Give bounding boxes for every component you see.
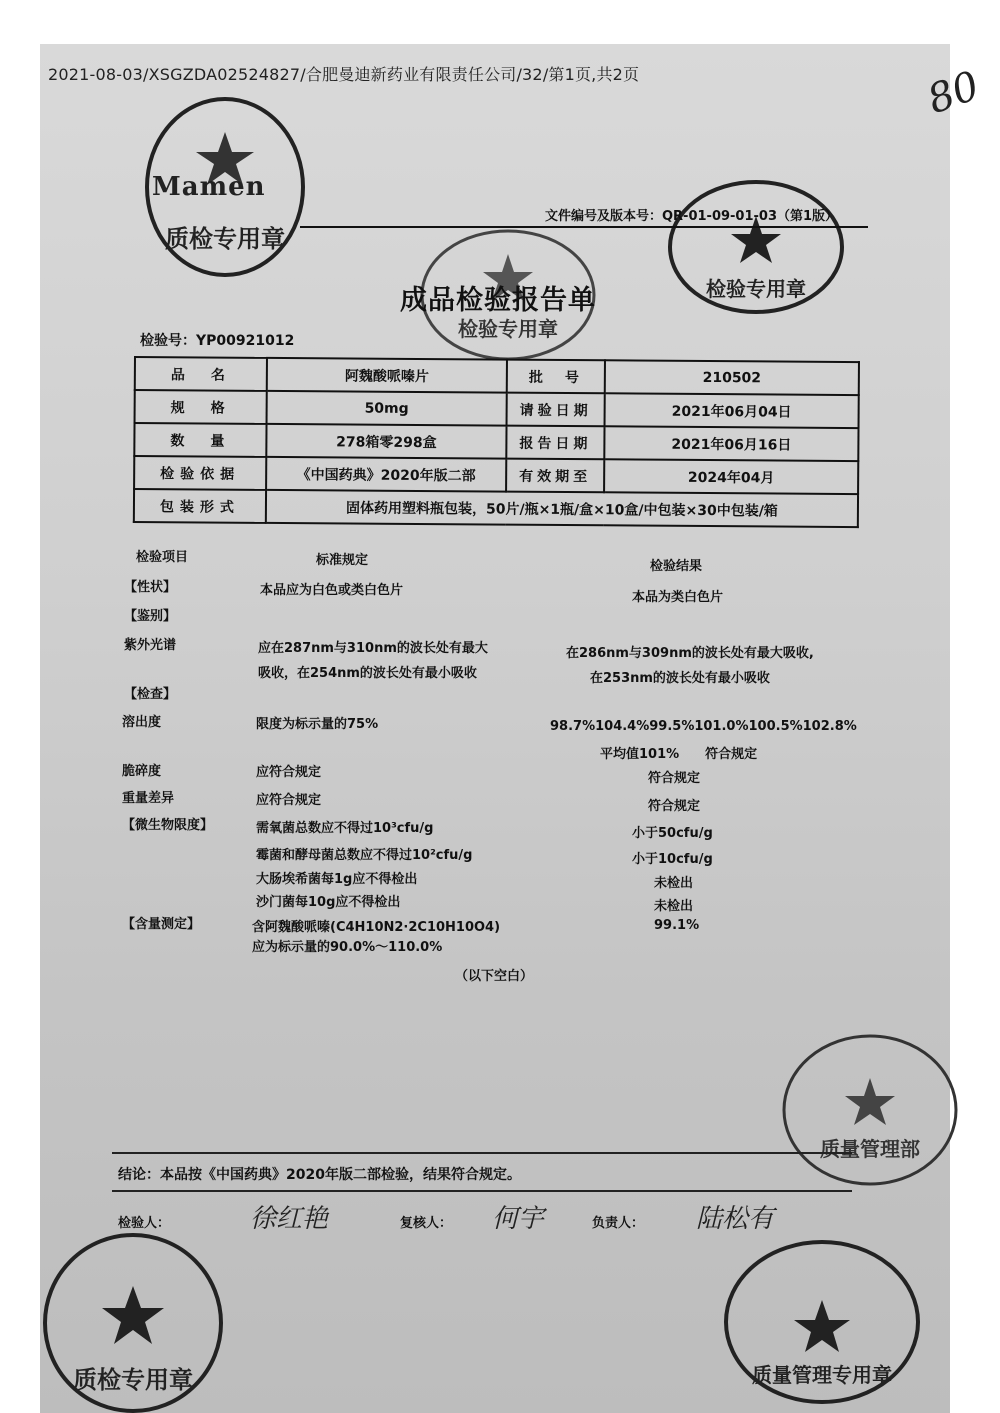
- result-text: 未检出: [654, 876, 694, 891]
- stamp-bottom-left-text: 质检专用章: [73, 1365, 193, 1394]
- standard-text: 吸收，在254nm的波长处有最小吸收: [258, 666, 477, 681]
- stamp-mid-right-text: 质量管理部: [820, 1137, 920, 1161]
- divider: [112, 1190, 852, 1192]
- value-cell: 2021年06月04日: [605, 393, 859, 428]
- inspector-signature: 徐红艳: [250, 1204, 329, 1234]
- file-number: 文件编号及版本号：QR-01-09-01-03（第1版）: [545, 209, 839, 224]
- result-text: 符合规定: [648, 771, 701, 786]
- result-text: 99.1%: [654, 918, 700, 933]
- standard-text: 需氧菌总数应不得过10³cfu/g: [256, 821, 434, 836]
- section-label: 【检查】: [124, 687, 177, 702]
- value-cell: 《中国药典》2020年版二部: [266, 457, 506, 492]
- label-cell: 有效期至: [506, 459, 604, 493]
- value-cell: 2024年04月: [604, 459, 858, 494]
- stamp-top-left-text: 质检专用章: [165, 224, 285, 253]
- label-cell: 品 名: [135, 357, 267, 391]
- fax-header: 2021-08-03/XSGZDA02524827/合肥曼迪新药业有限责任公司/32/第1页,共2页: [48, 65, 640, 84]
- conclusion: 结论：本品按《中国药典》2020年版二部检验，结果符合规定。: [118, 1167, 521, 1183]
- section-label: 【鉴别】: [124, 609, 177, 624]
- packing-value-cell: 固体药用塑料瓶包装，50片/瓶×1瓶/盒×10盒/中包装×30中包装/箱: [266, 490, 858, 527]
- responsible-label: 负责人：: [592, 1216, 645, 1231]
- result-text: 符合规定: [648, 799, 701, 814]
- header-divider: [300, 226, 868, 228]
- stamp-top-right-text: 检验专用章: [706, 277, 806, 301]
- stamp-top-right: [666, 178, 846, 316]
- standard-text: 应符合规定: [256, 793, 322, 808]
- value-cell: 50mg: [267, 391, 507, 426]
- stamp-center-text: 检验专用章: [458, 317, 558, 341]
- column-result-header: 检验结果: [650, 559, 703, 574]
- inspector-label: 检验人：: [118, 1216, 171, 1231]
- table-row: [135, 390, 859, 428]
- table-row: [134, 489, 858, 527]
- result-text: 小于50cfu/g: [632, 826, 713, 841]
- label-cell: 规 格: [135, 390, 267, 424]
- standard-text: 含阿魏酸哌嗪(C4H10N2·2C10H10O4): [252, 920, 501, 935]
- result-text: 在253nm的波长处有最小吸收: [590, 671, 770, 686]
- responsible-signature: 陆松有: [696, 1204, 775, 1234]
- company-logo: Mamen: [152, 172, 266, 202]
- blank-note: （以下空白）: [455, 969, 534, 984]
- standard-text: 本品应为白色或类白色片: [260, 583, 404, 598]
- table-row: [134, 456, 858, 494]
- item-label: 脆碎度: [122, 764, 162, 779]
- stamp-bottom-right-text: 质量管理专用章: [752, 1363, 892, 1387]
- handwritten-mark: 80: [921, 62, 986, 124]
- label-cell: 批 号: [507, 360, 605, 394]
- standard-text: 沙门菌每10g应不得检出: [256, 895, 401, 910]
- label-cell: 包装形式: [134, 489, 266, 523]
- section-label: 【微生物限度】: [122, 818, 214, 833]
- standard-text: 应符合规定: [256, 765, 322, 780]
- table-row: [135, 357, 859, 395]
- result-text: 在286nm与309nm的波长处有最大吸收,: [566, 646, 814, 661]
- column-item-header: 检验项目: [136, 550, 189, 565]
- label-cell: 数 量: [134, 423, 266, 457]
- section-label: 【性状】: [124, 580, 177, 595]
- label-cell: 检验依据: [134, 456, 266, 490]
- value-cell: 278箱零298盒: [266, 424, 506, 459]
- column-standard-header: 标准规定: [316, 553, 369, 568]
- table-row: [134, 423, 858, 461]
- stamp-mid-right: [780, 1030, 960, 1190]
- standard-text: 限度为标示量的75%: [256, 717, 379, 732]
- item-label: 紫外光谱: [124, 638, 177, 653]
- item-label: 重量差异: [122, 791, 175, 806]
- product-info-table: [133, 356, 860, 528]
- result-text: 本品为类白色片: [632, 590, 724, 605]
- value-cell: 阿魏酸哌嗪片: [267, 358, 507, 393]
- result-text: 98.7%104.4%99.5%101.0%100.5%102.8%: [550, 719, 857, 734]
- result-text: 小于10cfu/g: [632, 852, 713, 867]
- value-cell: 210502: [605, 360, 859, 395]
- result-text: 平均值101% 符合规定: [600, 747, 758, 762]
- result-text: 未检出: [654, 899, 694, 914]
- reviewer-signature: 何宇: [492, 1204, 545, 1234]
- label-cell: 报告日期: [506, 426, 604, 460]
- divider: [112, 1152, 852, 1154]
- page-title: 成品检验报告单: [400, 285, 596, 316]
- standard-text: 应在287nm与310nm的波长处有最大: [258, 641, 488, 656]
- reviewer-label: 复核人：: [400, 1216, 453, 1231]
- section-label: 【含量测定】: [122, 917, 201, 932]
- value-cell: 2021年06月16日: [604, 426, 858, 461]
- item-label: 溶出度: [122, 715, 162, 730]
- standard-text: 霉菌和酵母菌总数应不得过10²cfu/g: [256, 848, 473, 863]
- stamp-bottom-left: [38, 1228, 228, 1413]
- standard-text: 应为标示量的90.0%～110.0%: [252, 940, 443, 955]
- standard-text: 大肠埃希菌每1g应不得检出: [256, 872, 418, 887]
- inspection-number: 检验号：YP00921012: [140, 333, 295, 349]
- label-cell: 请验日期: [507, 393, 605, 427]
- stamp-bottom-right: [722, 1234, 922, 1406]
